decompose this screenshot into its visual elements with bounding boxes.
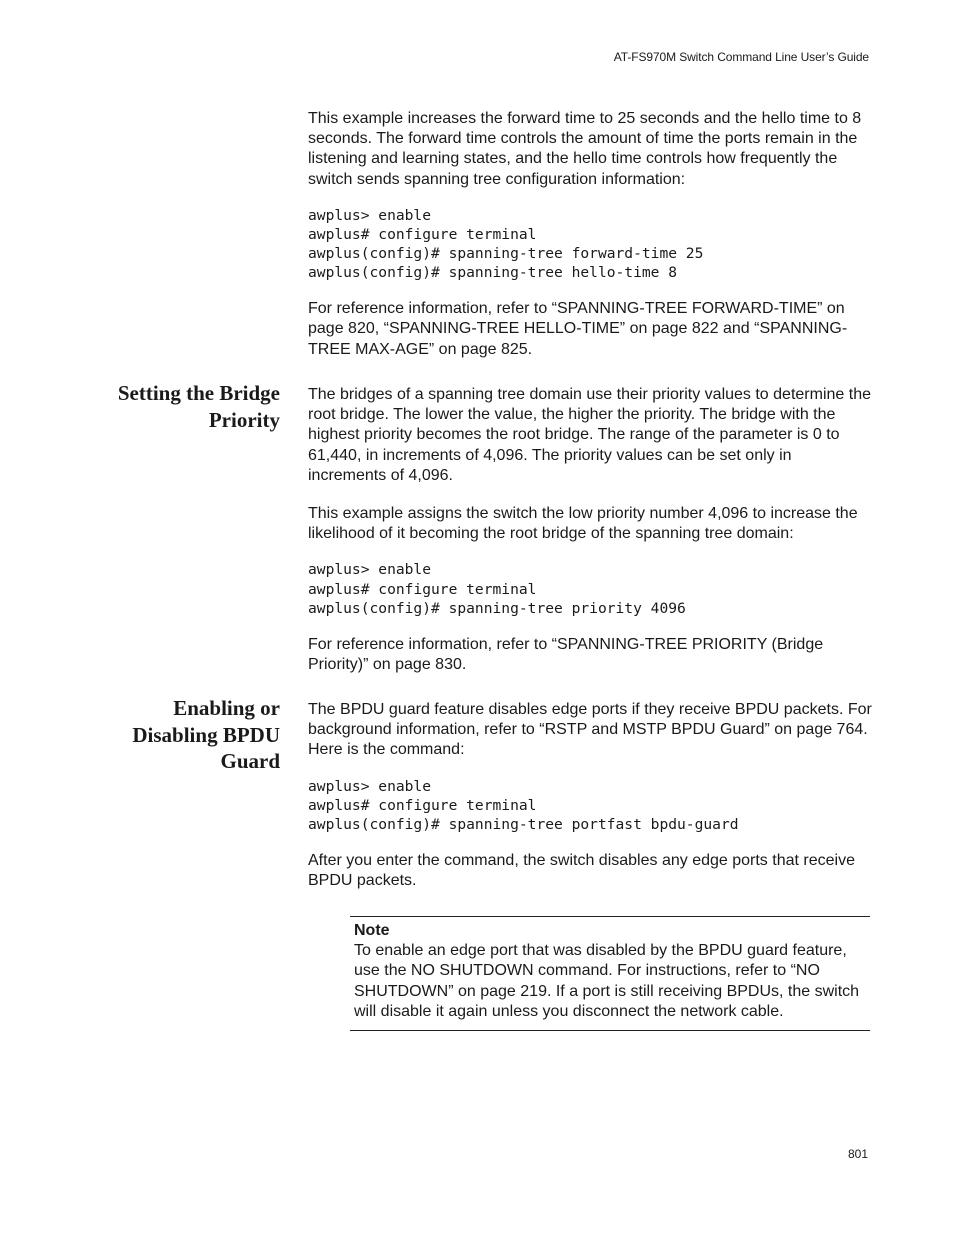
heading-line: Setting the Bridge: [117, 381, 280, 405]
code-line: awplus(config)# spanning-tree hello-time 8: [308, 264, 678, 282]
heading-line: Disabling BPDU: [132, 722, 280, 747]
code-line: awplus> enable: [308, 561, 432, 579]
bpdu-guard-paragraph: The BPDU guard feature disables edge ports if they receive BPDU packets. For background information, refer to “RSTP and MSTP BPDU Guard” on page 764. Here is the command:: [308, 701, 872, 759]
bpdu-guard-code-block: [308, 777, 873, 834]
note-title: Note: [354, 922, 390, 939]
bridge-priority-code-block: [308, 560, 873, 617]
note-body: To enable an edge port that was disabled by the BPDU guard feature, use the NO SHUTDOWN command. For instructions, refer to “NO SHUTDOWN” on page 219. If a port is still receiving BPDUs, the switch will disable it again unless you disconnect the network cable.: [354, 942, 860, 1020]
bpdu-guard-result-paragraph: After you enter the command, the switch disables any edge ports that receive BPDU packets.: [308, 851, 855, 890]
section-heading-bpdu-guard: [90, 695, 280, 775]
intro-reference-paragraph: For reference information, refer to “SPANNING-TREE FORWARD-TIME” on page 820, “SPANNING-TREE HELLO-TIME” on page 822 and “SPANNING-TREE MAX-AGE” on page 825.: [308, 300, 848, 358]
bridge-priority-paragraph: The bridges of a spanning tree domain use their priority values to determine the root bridge. The lower the value, the higher the priority. The bridge with the highest priority becomes the root bridge. The range of the parameter is 0 to 61,440, in increments of 4,096. The priority values can be set only in increments of 4,096.: [308, 386, 871, 484]
heading-line: Enabling or: [173, 696, 280, 720]
code-line: awplus# configure terminal: [308, 796, 537, 814]
bpdu-guard-section: [308, 700, 873, 891]
code-line: awplus(config)# spanning-tree forward-time 25: [308, 245, 704, 262]
heading-line: Guard: [220, 749, 280, 773]
code-line: awplus(config)# spanning-tree portfast bpdu-guard: [308, 815, 739, 833]
page-number: 801: [847, 1147, 868, 1161]
code-line: awplus> enable: [308, 206, 432, 224]
heading-line: Priority: [208, 407, 280, 432]
code-line: awplus(config)# spanning-tree priority 4096: [308, 599, 686, 617]
code-line: awplus> enable: [308, 777, 432, 795]
bridge-priority-reference-paragraph: For reference information, refer to “SPANNING-TREE PRIORITY (Bridge Priority)” on page 830.: [308, 635, 824, 673]
note-box: [350, 916, 870, 1031]
running-header: AT-FS970M Switch Command Line User’s Guide: [613, 50, 869, 64]
code-line: awplus# configure terminal: [308, 580, 537, 598]
code-line: awplus# configure terminal: [308, 225, 537, 243]
intro-paragraph: This example increases the forward time to 25 seconds and the hello time to 8 seconds. The forward time controls the amount of time the ports remain in the listening and learning states, and the hello time controls how frequently the switch sends spanning tree configuration information:: [308, 110, 862, 188]
bridge-priority-example-paragraph: This example assigns the switch the low priority number 4,096 to increase the likelihood of it becoming the root bridge of the spanning tree domain:: [308, 505, 858, 543]
section-heading-bridge-priority: [90, 380, 280, 433]
bridge-priority-section: [308, 385, 873, 675]
intro-section: [308, 109, 873, 360]
intro-code-block: [308, 206, 873, 282]
